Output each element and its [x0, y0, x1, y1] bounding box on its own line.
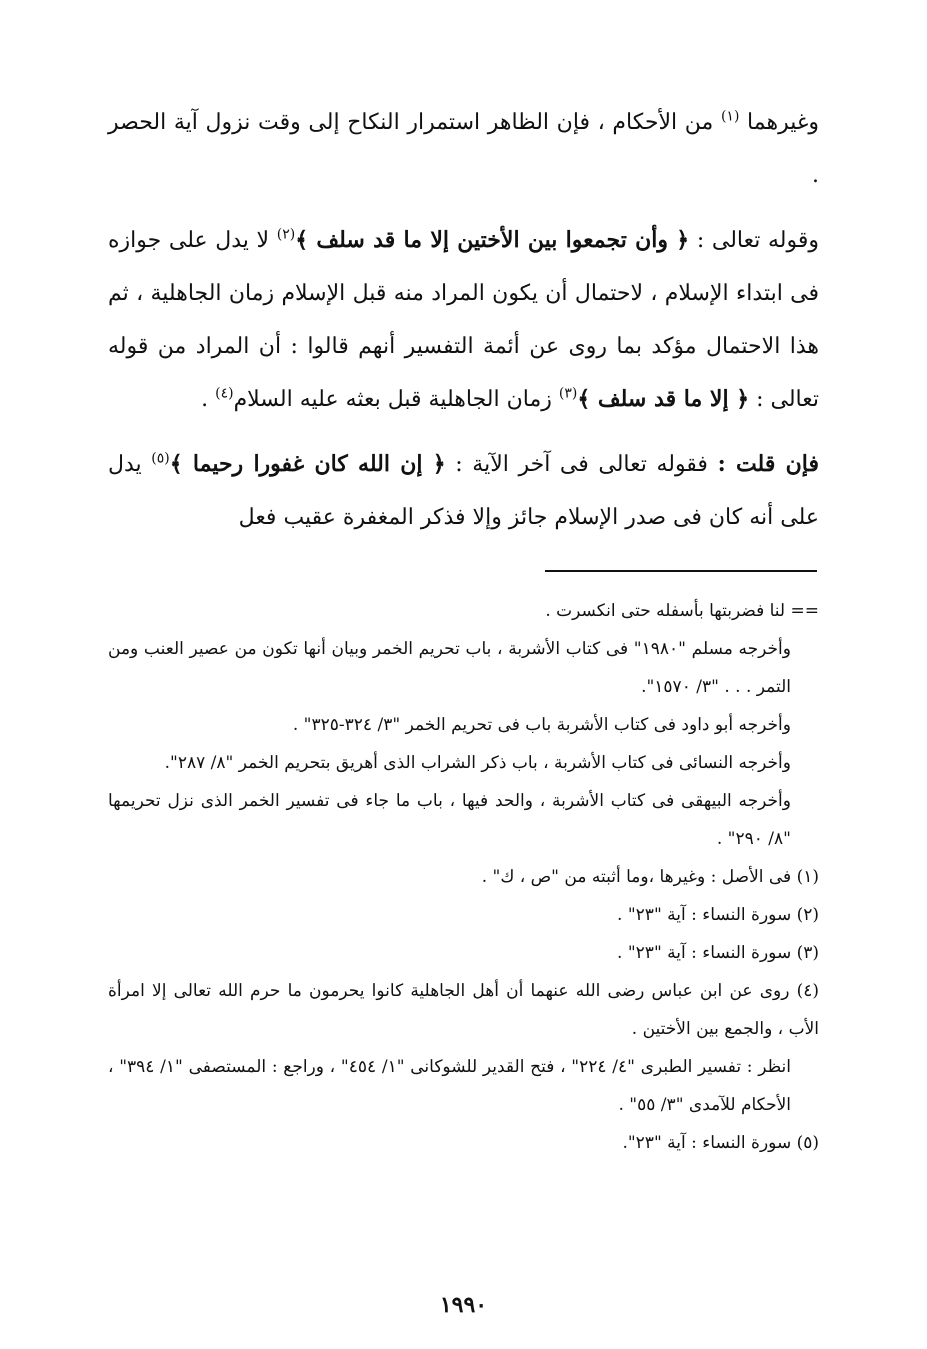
footnote-separator — [545, 570, 817, 572]
main-text — [108, 96, 819, 544]
text-run: يدل على أنه كان فى صدر الإسلام جائز وإلا فذكر المغفرة عقيب فعل — [108, 452, 819, 530]
footnote-nasai: وأخرجه النسائى فى كتاب الأشربة ، باب ذكر الشراب الذى أهريق بتحريم الخمر "٨/ ٢٨٧". — [164, 753, 791, 773]
footnote-4: (٤) روى عن ابن عباس رضى الله عنهما أن أهل الجاهلية كانوا يحرمون ما حرم الله تعالى إلا امرأة الأب ، والجمع بين الأختين . — [108, 981, 819, 1039]
text-run: زمان الجاهلية قبل بعثه عليه السلام — [233, 387, 559, 412]
footnotes — [108, 592, 819, 1162]
paragraph-1 — [108, 96, 819, 202]
footnote-ref: (٢) — [276, 226, 296, 243]
footnote-abudawud: وأخرجه أبو داود فى كتاب الأشربة باب فى تحريم الخمر "٣/ ٣٢٤-٣٢٥" . — [292, 715, 791, 735]
page-number: ١٩٩٠ — [439, 1292, 488, 1318]
footnote-ref: (٣) — [558, 385, 578, 402]
footnote-bayhaqi: وأخرجه البيهقى فى كتاب الأشربة ، والحد فيها ، باب ما جاء فى تفسير الخمر الذى نزل تحريمها "٨/ ٢٩٠" . — [108, 791, 791, 849]
footnote-ref: (١) — [720, 108, 740, 125]
objection-heading: فإن قلت : — [717, 451, 819, 477]
footnote-3: (٣) سورة النساء : آية "٢٣" . — [617, 943, 819, 963]
footnote-continuation: == لنا فضربتها بأسفله حتى انكسرت . — [545, 601, 819, 621]
quran-verse: ﴿ إلا ما قد سلف ﴾ — [577, 386, 750, 412]
text-run: لا يدل على جوازه فى ابتداء الإسلام ، لاحتمال أن يكون المراد منه قبل الإسلام زمان الجاهلية ، ثم هذا الاحتمال مؤكد بما روى عن أئمة التفسير أنهم قالوا : أن المراد من قوله تعالى : — [108, 228, 819, 412]
footnote-ref: (٥) — [151, 450, 170, 467]
footnote-ref: (٤) — [215, 385, 234, 402]
paragraph-2 — [108, 214, 819, 426]
footnote-4-references: انظر : تفسير الطبرى "٤/ ٢٢٤" ، فتح القدير للشوكانى "١/ ٤٥٤" ، وراجع : المستصفى "١/ ٣٩٤" ، الأحكام للآمدى "٣/ ٥٥" . — [108, 1057, 792, 1115]
text-run: من الأحكام ، فإن الظاهر استمرار النكاح إلى وقت نزول آية الحصر . — [108, 110, 819, 188]
text-run: وغيرهما — [739, 110, 819, 135]
footnote-5: (٥) سورة النساء : آية "٢٣". — [622, 1133, 819, 1153]
footnote-2: (٢) سورة النساء : آية "٢٣" . — [617, 905, 819, 925]
quran-verse: ﴿ إن الله كان غفورا رحيما ﴾ — [169, 451, 446, 477]
quran-verse: ﴿ وأن تجمعوا بين الأختين إلا ما قد سلف ﴾ — [295, 227, 690, 253]
text-run: فقوله تعالى فى آخر الآية : — [445, 452, 718, 477]
text-run: . — [201, 387, 216, 412]
paragraph-3 — [108, 438, 819, 544]
footnote-1: (١) فى الأصل : وغيرها ،وما أثبته من "ص ، ك" . — [481, 867, 819, 887]
text-run: وقوله تعالى : — [689, 228, 820, 253]
footnote-muslim: وأخرجه مسلم "١٩٨٠" فى كتاب الأشربة ، باب تحريم الخمر وبيان أنها تكون من عصير العنب ومن التمر . . . "٣/ ١٥٧٠". — [108, 639, 791, 697]
